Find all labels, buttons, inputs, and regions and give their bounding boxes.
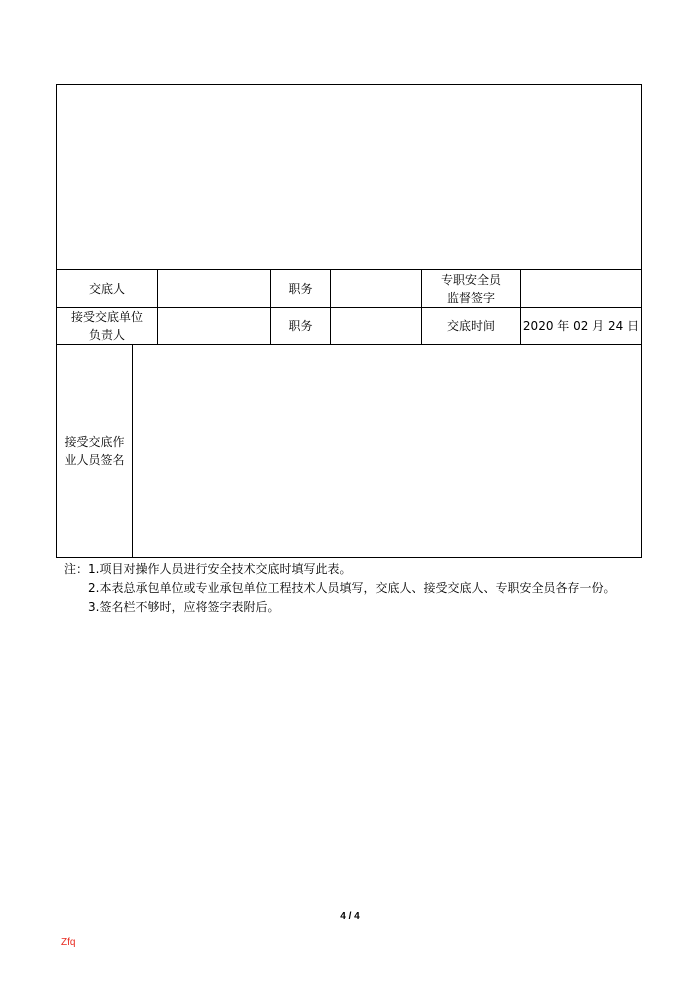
disclosure-form-table	[56, 84, 642, 558]
note-line: 2.本表总承包单位或专业承包单位工程技术人员填写，交底人、接受交底人、专职安全员各存一份。	[88, 581, 616, 595]
position-input-cell-2[interactable]	[331, 308, 421, 344]
label-receiving-unit-head: 接受交底单位 负责人	[70, 310, 143, 342]
label-discloser: 交底人	[88, 281, 125, 296]
worker-signatures-area[interactable]	[133, 345, 641, 557]
label-safety-officer-signature: 专职安全员 监督签字	[440, 272, 501, 305]
watermark-text: Zfq	[61, 937, 76, 948]
form-notes	[64, 560, 615, 617]
disclosure-date-value: 2020 年 02 月 24 日	[522, 319, 640, 333]
label-worker-signatures: 接受交底作 业人员签名	[64, 435, 125, 467]
label-disclosure-time: 交底时间	[446, 319, 495, 333]
page-number: 4 / 4	[340, 911, 360, 922]
position-input-cell[interactable]	[331, 270, 421, 307]
receiving-unit-head-input-cell[interactable]	[158, 308, 270, 344]
safety-officer-signature-cell[interactable]	[521, 270, 641, 307]
label-position: 职务	[288, 281, 313, 296]
note-line: 注：1.项目对操作人员进行安全技术交底时填写此表。	[64, 562, 352, 576]
discloser-input-cell[interactable]	[158, 270, 270, 307]
note-line: 3.签名栏不够时，应将签字表附后。	[88, 600, 280, 614]
label-position-2: 职务	[288, 319, 313, 333]
